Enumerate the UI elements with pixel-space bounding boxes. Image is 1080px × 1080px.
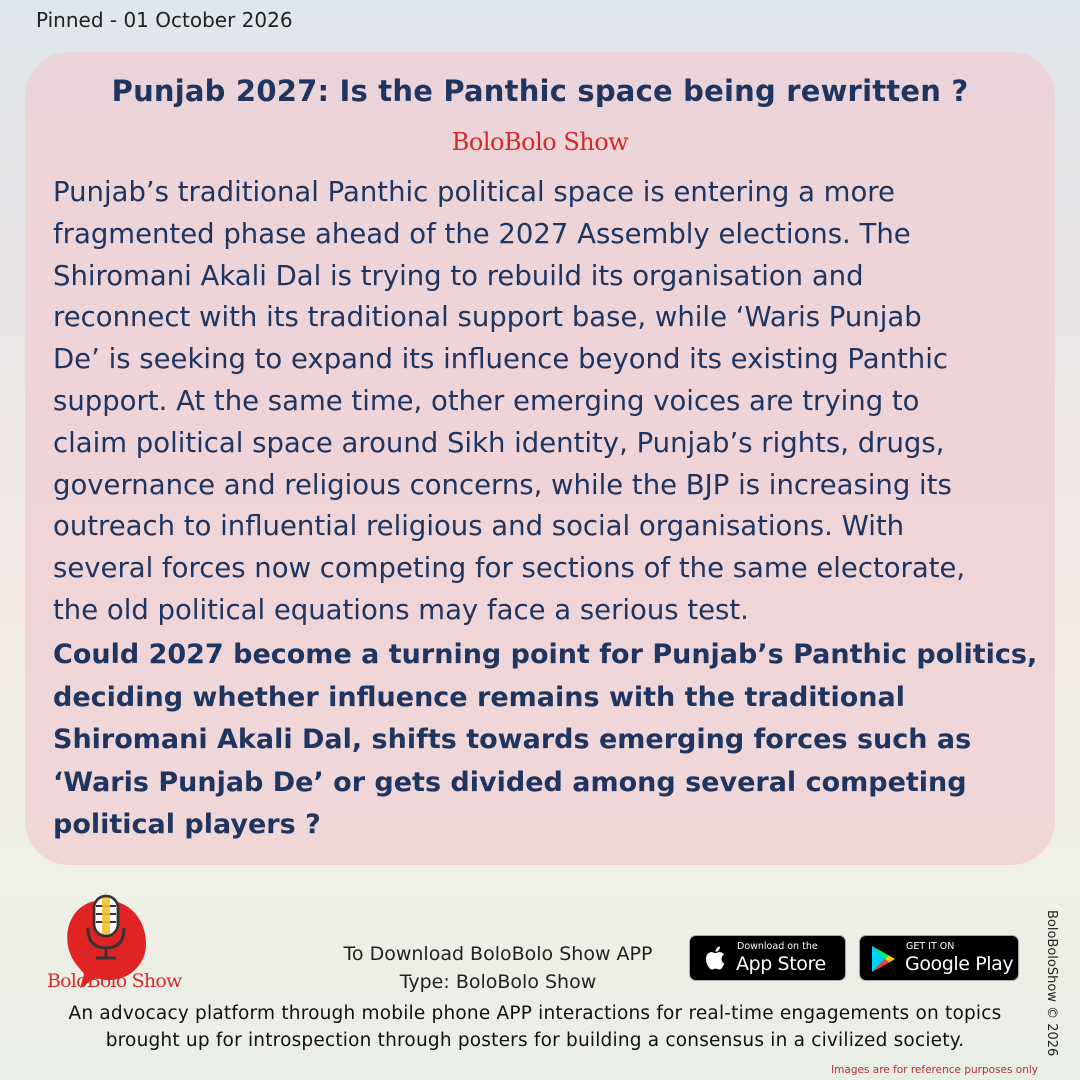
pinned-date: Pinned - 01 October 2026: [36, 8, 293, 32]
apple-icon: [702, 944, 726, 972]
brand-wordmark: BoloBolo Show: [451, 128, 629, 156]
question-line: ‘Waris Punjab De’ or gets divided among several competing: [53, 766, 967, 798]
body-line: De’ is seeking to expand its influence beyond its existing Panthic: [53, 343, 948, 376]
tagline-line: brought up for introspection through posters for building a consensus in a civilized society.: [105, 1030, 965, 1051]
question-line: deciding whether influence remains with the traditional: [53, 681, 905, 713]
body-line: claim political space around Sikh identity, Punjab’s rights, drugs,: [53, 426, 945, 459]
body-line: Punjab’s traditional Panthic political space is entering a more: [53, 176, 895, 208]
body-line: outreach to influential religious and social organisations. With: [53, 510, 905, 543]
post-body: [53, 172, 1043, 632]
logo-wordmark: BoloBolo Show: [47, 970, 182, 992]
body-line: reconnect with its traditional support base, while ‘Waris Punjab: [53, 301, 922, 334]
download-line: To Download BoloBolo Show APP: [343, 943, 653, 965]
copyright-notice: BoloBoloShow © 2026: [1044, 910, 1059, 1057]
post-title: Punjab 2027: Is the Panthic space being rewritten ?: [111, 74, 969, 108]
app-store-badge[interactable]: [689, 935, 846, 981]
post-question: [53, 634, 1043, 847]
body-line: support. At the same time, other emerging voices are trying to: [53, 384, 920, 417]
body-line: governance and religious concerns, while the BJP is increasing its: [53, 468, 952, 501]
body-line: fragmented phase ahead of the 2027 Assembly elections. The: [53, 217, 911, 250]
google-play-big-text: Google Play: [905, 953, 1014, 975]
body-line: Shiromani Akali Dal is trying to rebuild its organisation and: [53, 259, 864, 292]
question-line: Could 2027 become a turning point for Punjab’s Panthic politics,: [53, 639, 1038, 670]
google-play-small-text: GET IT ON: [906, 941, 955, 952]
tagline-line: An advocacy platform through mobile phone APP interactions for real-time engagements on topics: [68, 1003, 1002, 1024]
download-type-line: Type: BoloBolo Show: [399, 971, 597, 993]
platform-tagline: [30, 1000, 1040, 1054]
disclaimer-note: Images are for reference purposes only: [831, 1064, 1038, 1076]
google-play-badge[interactable]: [859, 935, 1019, 981]
question-line: political players ?: [53, 809, 321, 840]
app-store-small-text: Download on the: [737, 941, 818, 952]
question-line: Shiromani Akali Dal, shifts towards emerging forces such as: [53, 724, 972, 755]
body-line: the old political equations may face a serious test.: [53, 593, 749, 626]
body-line: several forces now competing for sections of the same electorate,: [53, 552, 966, 585]
download-instructions: [310, 940, 686, 996]
google-play-icon: [870, 945, 896, 973]
app-store-big-text: App Store: [736, 953, 826, 975]
